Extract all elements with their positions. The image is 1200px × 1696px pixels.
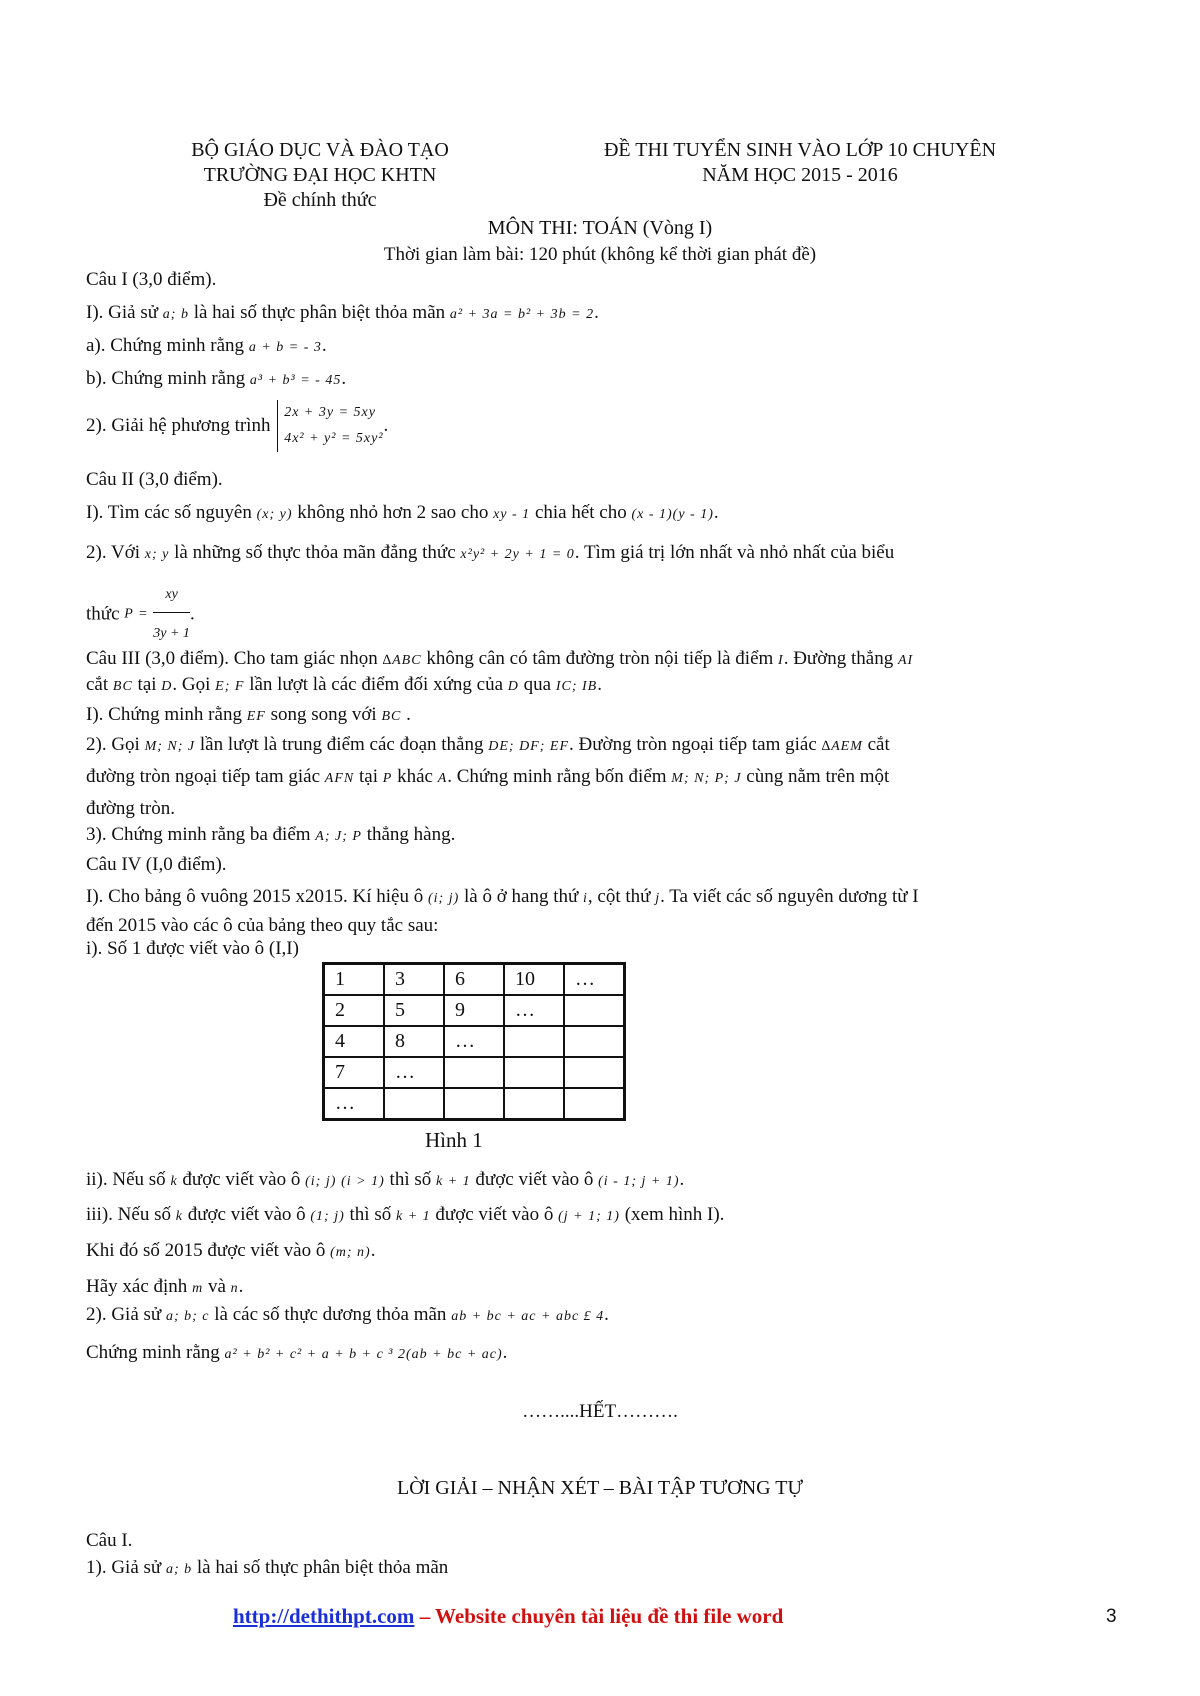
q4-part2: 2). Giả sử a; b; c là các số thực dương thỏa mãn ab + bc + ac + abc £ 4.	[86, 1304, 609, 1325]
grid-row	[324, 1088, 625, 1120]
grid-cell: …	[444, 1026, 504, 1057]
school-year: NĂM HỌC 2015 - 2016	[702, 164, 898, 186]
q4-determine: Hãy xác định m và n.	[86, 1276, 244, 1297]
equation-system: 2x + 3y = 5xy 4x² + y² = 5xy²	[277, 400, 383, 452]
grid-cell: 9	[444, 995, 504, 1026]
grid-cell	[564, 1026, 625, 1057]
time-line: Thời gian làm bài: 120 phút (không kể thời gian phát đề)	[383, 244, 817, 265]
grid-cell	[504, 1026, 564, 1057]
q3-part2-line2: đường tròn ngoại tiếp tam giác AFN tại P khác A. Chứng minh rằng bốn điểm M; N; P; J cùng nằm trên một	[86, 766, 890, 787]
grid-cell: …	[564, 964, 625, 996]
grid-cell	[564, 1057, 625, 1088]
q4-line1: I). Cho bảng ô vuông 2015 x2015. Kí hiệu ô (i; j) là ô ở hang thứ i, cột thứ j. Ta viết các số nguyên dương từ I	[86, 886, 919, 907]
grid-cell: 2	[324, 995, 385, 1026]
q1-part-a: a). Chứng minh rằng a + b = - 3.	[86, 335, 327, 356]
grid-cell	[444, 1057, 504, 1088]
q3-line1: Câu III (3,0 điểm). Cho tam giác nhọn ∆ABC không cân có tâm đường tròn nội tiếp là điểm I. Đường thẳng AI	[86, 648, 914, 669]
q4-line2: đến 2015 vào các ô của bảng theo quy tắc sau:	[86, 915, 439, 936]
q2-part2: 2). Với x; y là những số thực thỏa mãn đẳng thức x²y² + 2y + 1 = 0. Tìm giá trị lớn nhất và nhỏ nhất của biểu	[86, 542, 895, 563]
grid-cell: …	[324, 1088, 385, 1120]
solution-q1-line1: 1). Giả sử a; b là hai số thực phân biệt thỏa mãn	[86, 1557, 449, 1578]
grid-cell	[384, 1088, 444, 1120]
q1-part-b: b). Chứng minh rằng a³ + b³ = - 45.	[86, 368, 347, 389]
grid-row	[324, 1026, 625, 1057]
grid-cell	[504, 1088, 564, 1120]
footer	[233, 1604, 783, 1629]
grid-cell: …	[504, 995, 564, 1026]
figure-caption: Hình 1	[425, 1128, 483, 1152]
official-label: Đề chính thức	[263, 189, 377, 211]
footer-tagline: – Website chuyên tài liệu đề thi file word	[414, 1604, 784, 1628]
q2-part1: I). Tìm các số nguyên (x; y) không nhỏ hơn 2 sao cho xy - 1 chia hết cho (x - 1)(y - 1).	[86, 502, 719, 523]
subject-line: MÔN THI: TOÁN (Vòng I)	[487, 217, 713, 239]
q1-part1: I). Giả sử a; b là hai số thực phân biệt thỏa mãn a² + 3a = b² + 3b = 2.	[86, 302, 599, 323]
grid-cell: 7	[324, 1057, 385, 1088]
q2-title: Câu II (3,0 điểm).	[86, 469, 223, 490]
grid-row	[324, 964, 625, 996]
grid-cell: 10	[504, 964, 564, 996]
grid-cell: 6	[444, 964, 504, 996]
grid-cell: 4	[324, 1026, 385, 1057]
grid-cell: …	[384, 1057, 444, 1088]
grid-row	[324, 1057, 625, 1088]
grid-row	[324, 995, 625, 1026]
header-left	[160, 138, 480, 213]
q2-part2-expression: thức P = $\frac{xy}{3y + 1}$ .	[86, 580, 1126, 649]
grid-cell: 8	[384, 1026, 444, 1057]
solution-q1-title: Câu I.	[86, 1530, 133, 1551]
q4-title: Câu IV (I,0 điểm).	[86, 854, 227, 875]
q4-rule2: ii). Nếu số k được viết vào ô (i; j) (i > 1) thì số k + 1 được viết vào ô (i - 1; j + 1).	[86, 1169, 685, 1190]
q4-part2-prove: Chứng minh rằng a² + b² + c² + a + b + c ³ 2(ab + bc + ac).	[86, 1342, 508, 1363]
q4-rule3: iii). Nếu số k được viết vào ô (1; j) thì số k + 1 được viết vào ô (j + 1; 1) (xem hình I).	[86, 1204, 725, 1225]
q3-part3: 3). Chứng minh rằng ba điểm A; J; P thẳng hàng.	[86, 824, 456, 845]
grid-cell: 5	[384, 995, 444, 1026]
page-number: 3	[1106, 1606, 1117, 1627]
grid-cell: 3	[384, 964, 444, 996]
grid-cell: 1	[324, 964, 385, 996]
grid-cell	[444, 1088, 504, 1120]
q4-rule1: i). Số 1 được viết vào ô (I,I)	[86, 938, 299, 959]
q1-part2: 2). Giải hệ phương trình 2x + 3y = 5xy 4x² + y² = 5xy² .	[86, 400, 1126, 452]
end-marker: ……....HẾT……….	[522, 1401, 678, 1422]
website-link[interactable]: http://dethithpt.com	[233, 1604, 415, 1628]
solution-heading: LỜI GIẢI – NHẬN XÉT – BÀI TẬP TƯƠNG TỰ	[396, 1477, 803, 1499]
fraction: $\frac{xy}{3y + 1}$	[153, 580, 190, 649]
university-name: TRƯỜNG ĐẠI HỌC KHTN	[203, 164, 437, 186]
grid-cell	[504, 1057, 564, 1088]
q4-then: Khi đó số 2015 được viết vào ô (m; n).	[86, 1240, 376, 1261]
header-right	[575, 138, 1025, 188]
grid-cell	[564, 1088, 625, 1120]
q3-part1: I). Chứng minh rằng EF song song với BC .	[86, 704, 411, 725]
number-grid	[322, 962, 626, 1121]
q3-part2-line1: 2). Gọi M; N; J lần lượt là trung điểm các đoạn thẳng DE; DF; EF. Đường tròn ngoại tiếp tam giác ∆AEM cắt	[86, 734, 890, 755]
q3-line2: cắt BC tại D. Gọi E; F lần lượt là các điểm đối xứng của D qua IC; IB.	[86, 674, 602, 695]
q1-title: Câu I (3,0 điểm).	[86, 269, 217, 290]
exam-title: ĐỀ THI TUYỂN SINH VÀO LỚP 10 CHUYÊN	[603, 139, 997, 161]
q3-part2-line3: đường tròn.	[86, 798, 175, 819]
grid-cell	[564, 995, 625, 1026]
ministry-name: BỘ GIÁO DỤC VÀ ĐÀO TẠO	[191, 139, 449, 161]
